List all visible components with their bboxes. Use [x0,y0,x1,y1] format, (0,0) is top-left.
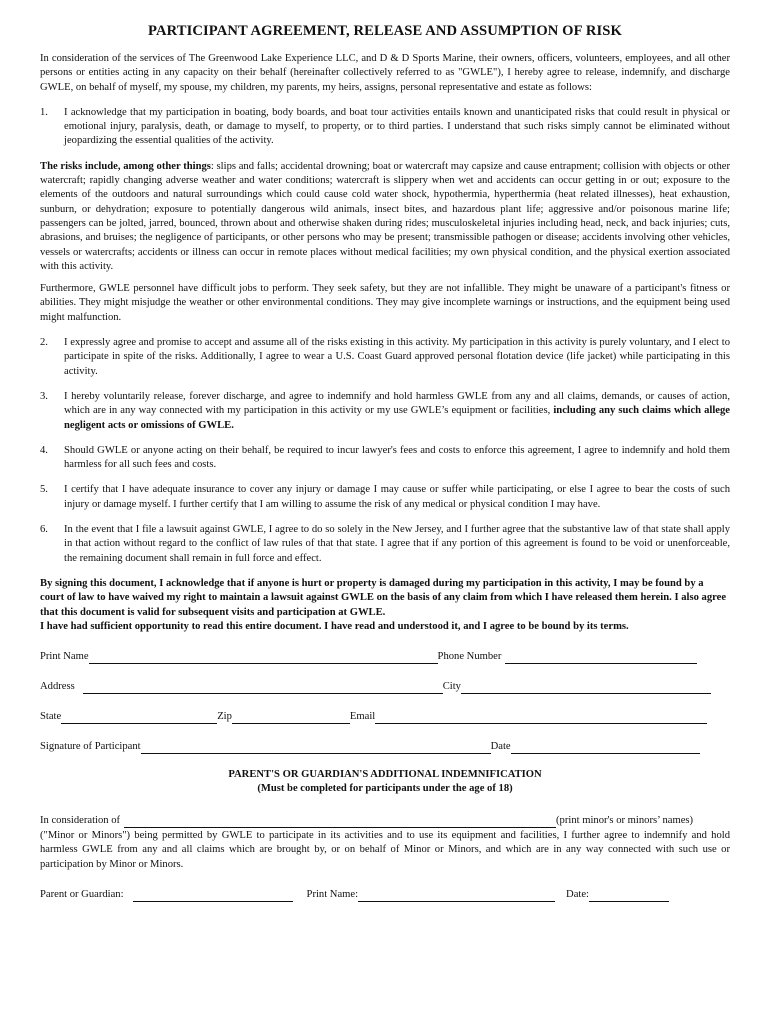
clause-1 [40,106,730,149]
phone-label: Phone Number [437,650,502,662]
city-field[interactable] [461,681,711,694]
name-phone-row [40,648,730,664]
clause-number: 4. [40,444,48,456]
print-name-label: Print Name [40,650,89,662]
clause-6 [40,523,730,566]
clause-2 [40,336,730,379]
phone-field[interactable] [505,651,697,664]
minor-names-row [40,812,730,828]
email-field[interactable] [375,711,707,724]
guardian-date-label: Date: [566,888,589,900]
clause-3-bold: including any such claims which allege negligent acts or omissions of GWLE. [64,405,731,431]
clause-number: 3. [40,390,48,402]
document-title: PARTICIPANT AGREEMENT, RELEASE AND ASSUMPTION OF RISK [148,23,622,39]
address-field[interactable] [83,681,443,694]
closing-read-confirmation: I have had sufficient opportunity to read this entire document. I have read and understood it, and I agree to be bound by its terms. [40,620,629,632]
clause-text: I certify that I have adequate insurance to cover any injury or damage I may cause or suffer while participating, or else I agree to bear the costs of such injury or damage myself. I further certify that I am willing to assume the risk of any medical or physical condition I may have. [64,484,730,510]
closing-acknowledgement: By signing this document, I acknowledge that if anyone is hurt or property is damaged during my participation in this activity, I may be found by a court of law to have waived my right to maintain a lawsuit against GWLE on the basis of any claim from which I have released them herein. I also agree that this document is valid for subsequent visits and participation at GWLE. [40,577,727,618]
clause-number: 1. [40,106,48,118]
guardian-date-field[interactable] [589,889,669,902]
parent-guardian-field[interactable] [133,889,293,902]
guardian-section-title [40,768,730,796]
guardian-print-name-label: Print Name: [306,888,359,900]
date-label: Date [490,740,511,752]
clause-3-text: I hereby voluntarily release, forever discharge, and agree to indemnify and hold harmless GWLE from any and all claims, demands, or causes of action, which are in any way connected with my participation in this activity or my use GWLE’s equipment or facilities, [64,390,730,417]
clause-text: Should GWLE or anyone acting on their behalf, be required to incur lawyer's fees and costs to enforce this agreement, I agree to indemnify and hold them harmless for all such fees and costs. [64,444,730,471]
minor-names-hint: (print minor's or minors’ names) [556,814,694,826]
signature-field[interactable] [141,741,491,754]
city-label: City [442,680,461,692]
clause-4 [40,444,730,473]
clause-text: I acknowledge that my participation in boating, body boards, and boat tour activities entails known and unanticipated risks that could result in physical or emotional injury, paralysis, death, or damage to myself, to property, or to third parties. I understand that such risks simply cannot be eliminated without jeopardizing the essential qualities of the activity. [64,106,730,147]
clause-5 [40,483,730,512]
guardian-body: ("Minor or Minors") being permitted by GWLE to participate in its activities and to use its equipment and facilities, I further agree to indemnify and hold harmless GWLE from any and all claims which are brought by, or on behalf of Minor or Minors, and which are in any way connected with such use or participation by Minor or Minors. [40,830,730,870]
date-field[interactable] [511,741,700,754]
print-name-field[interactable] [89,651,438,664]
parent-guardian-label: Parent or Guardian: [40,888,124,900]
state-zip-email-row [40,708,730,724]
guardian-title: PARENT'S OR GUARDIAN'S ADDITIONAL INDEMNIFICATION [228,769,542,781]
furthermore-paragraph: Furthermore, GWLE personnel have difficult jobs to perform. They seek safety, but they are not infallible. They might be unaware of a participant's fitness or abilities. They might misjudge the weather or other environmental conditions. They may give incomplete warnings or instructions, and the equipment being used might malfunction. [40,283,730,323]
address-city-row [40,678,730,694]
signature-date-row [40,738,730,754]
address-label: Address [40,680,75,692]
state-field[interactable] [61,711,217,724]
email-label: Email [349,710,376,722]
clause-text: I expressly agree and promise to accept and assume all of the risks existing in this activity. My participation in this activity is purely voluntary, and I elect to participate in spite of the risks. Additionally, I agree to wear a U.S. Coast Guard approved personal flotation device (life jacket) while participating in this activity. [64,337,730,377]
risks-text: : slips and falls; accidental drowning; boat or watercraft may capsize and cause entrapment; collision with objects or other watercraft; rapidly changing adverse weather and water conditions; watercraft is slippery when wet and accidents can occur getting in or out; exposure to the elements of the outdoors and natural surroundings which could cause cold water shock, hypothermia, hyperthermia (heat related illnesses), heat exhaustion, sunburn, or dehydration; exposure to potentially dangerous wild animals, insect bites, and hazardous plant life; aggressive and/or poisonous marine life; passengers can be jolted, jarred, bounced, thrown about and otherwise shaken during rides; musculoskeletal injuries including head, neck, and back injuries; cuts, abrasions, and bruises; the negligence of participants, or other persons who may be present; transmissible pathogen or disease; accidents involving other vehicles, vessels or watercrafts; accidents or illness can occur in remote places without medical facilities; my own physical condition, and the physical exertion associated with this activity. [40,160,730,272]
state-label: State [40,710,62,722]
clause-text: In the event that I file a lawsuit against GWLE, I agree to do so solely in the New Jersey, and I further agree that the substantive law of that state shall apply in that action without regard to the conflict of law rules of that that state. I agree that if any portion of this agreement is found to be void or unenforceable, the remaining document shall remain in full force and effect. [64,524,730,564]
intro-paragraph: In consideration of the services of The Greenwood Lake Experience LLC, and D & D Sports Marine, their owners, officers, volunteers, employees, and all other persons or entities acting in any capacity on their behalf (hereinafter collectively referred to as "GWLE"), I hereby agree to release, indemnify, and discharge GWLE, on behalf of myself, my spouse, my children, my parents, my heirs, assigns, personal representative and estate as follows: [40,53,730,93]
minor-names-field[interactable] [124,815,556,828]
clause-text [64,390,730,433]
clause-number: 2. [40,337,48,349]
signature-label: Signature of Participant [40,740,141,752]
consideration-label: In consideration of [40,814,121,826]
clause-number: 6. [40,524,48,536]
guardian-print-name-field[interactable] [358,889,555,902]
risks-paragraph [40,160,730,274]
clause-number: 5. [40,484,48,496]
closing-statement [40,577,730,634]
zip-field[interactable] [232,711,350,724]
guardian-signature-row [40,888,730,902]
guardian-subtitle: (Must be completed for participants under the age of 18) [257,783,513,795]
risks-lead: The risks include, among other things [40,160,211,172]
zip-label: Zip [217,710,232,722]
clause-3 [40,390,730,433]
